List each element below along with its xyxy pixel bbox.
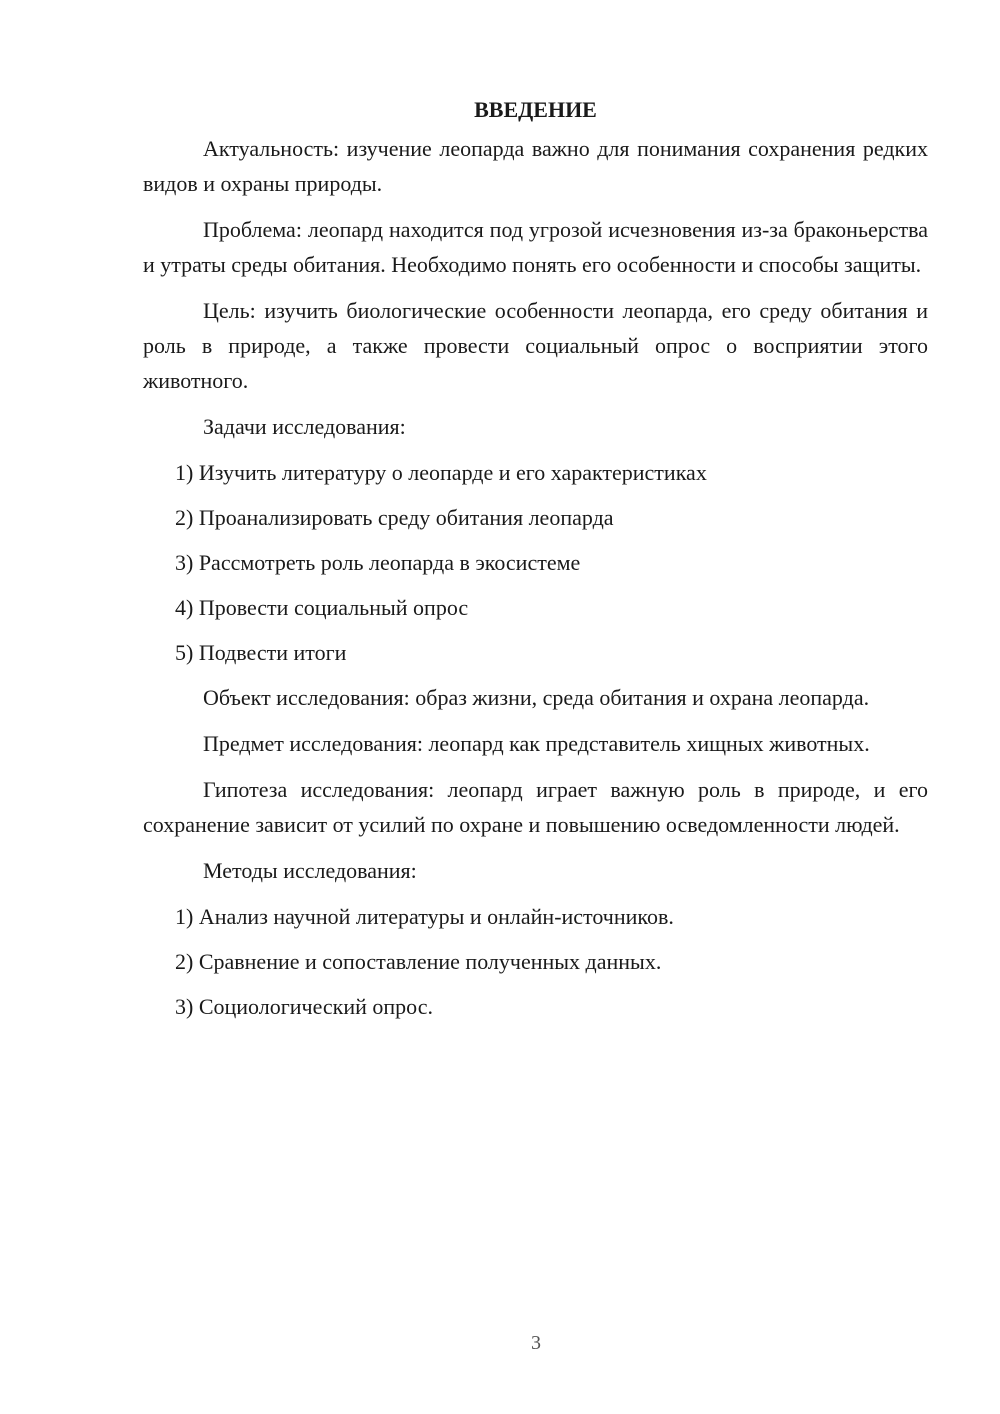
task-item: 2) Проанализировать среду обитания леопарда bbox=[175, 505, 614, 530]
methods-list bbox=[143, 899, 928, 1024]
method-item: 3) Социологический опрос. bbox=[175, 994, 433, 1019]
document-page bbox=[143, 92, 928, 1034]
object-paragraph: Объект исследования: образ жизни, среда обитания и охрана леопарда. bbox=[203, 685, 870, 710]
task-item: 5) Подвести итоги bbox=[175, 640, 347, 665]
goal-paragraph: Цель: изучить биологические особенности леопарда, его среду обитания и роль в природе, а также провести социальный опрос о восприятии этого животного. bbox=[143, 298, 928, 393]
section-title: ВВЕДЕНИЕ bbox=[474, 97, 597, 122]
tasks-list bbox=[143, 455, 928, 670]
task-item: 4) Провести социальный опрос bbox=[175, 595, 469, 620]
method-item: 2) Сравнение и сопоставление полученных данных. bbox=[175, 949, 662, 974]
relevance-paragraph: Актуальность: изучение леопарда важно для понимания сохранения редких видов и охраны природы. bbox=[143, 136, 928, 196]
page-number: 3 bbox=[531, 1332, 541, 1354]
hypothesis-paragraph: Гипотеза исследования: леопард играет важную роль в природе, и его сохранение зависит от усилий по охране и повышению осведомленности людей. bbox=[143, 777, 928, 837]
task-item: 3) Рассмотреть роль леопарда в экосистеме bbox=[175, 550, 581, 575]
subject-paragraph: Предмет исследования: леопард как представитель хищных животных. bbox=[203, 731, 870, 756]
methods-heading: Методы исследования: bbox=[203, 858, 417, 883]
tasks-heading: Задачи исследования: bbox=[203, 414, 406, 439]
problem-paragraph: Проблема: леопард находится под угрозой исчезновения из-за браконьерства и утраты среды обитания. Необходимо понять его особенности и способы защиты. bbox=[143, 217, 928, 277]
method-item: 1) Анализ научной литературы и онлайн-источников. bbox=[175, 904, 674, 929]
task-item: 1) Изучить литературу о леопарде и его характеристиках bbox=[175, 460, 707, 485]
